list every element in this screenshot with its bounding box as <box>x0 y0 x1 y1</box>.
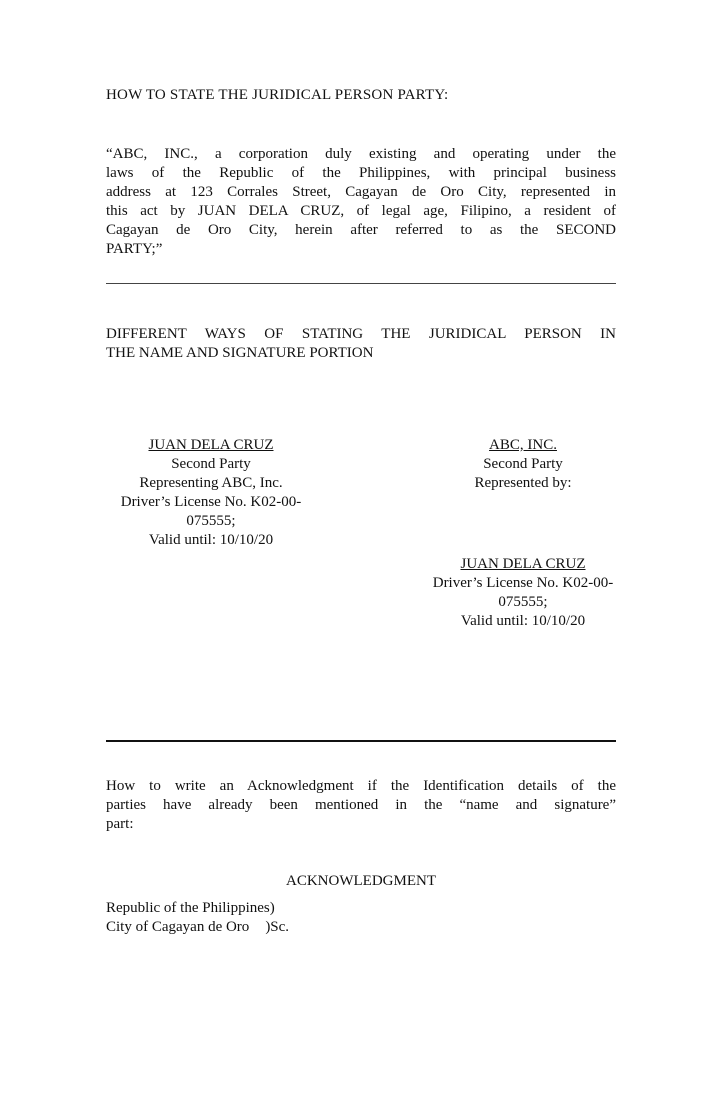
signature-line: 075555; <box>498 594 548 610</box>
signature-block-individual <box>96 436 326 550</box>
signature-line: Second Party <box>171 456 251 472</box>
acknowledgment-instructions-paragraph <box>106 777 616 834</box>
heading-line: THE NAME AND SIGNATURE PORTION <box>106 345 374 361</box>
paragraph-line: this act by JUAN DELA CRUZ, of legal age, Filipino, a resident of <box>106 203 616 219</box>
signature-block-corporation <box>408 436 638 493</box>
paragraph-line: laws of the Republic of the Philippines, with principal business <box>106 165 616 181</box>
signature-line: Valid until: 10/10/20 <box>460 613 586 629</box>
paragraph-line: address at 123 Corrales Street, Cagayan de Oro City, represented in <box>106 184 616 200</box>
party-description-paragraph <box>106 145 616 259</box>
signature-line: Valid until: 10/10/20 <box>148 532 274 548</box>
signature-line: Second Party <box>483 456 563 472</box>
heading-line: DIFFERENT WAYS OF STATING THE JURIDICAL PERSON IN <box>106 326 616 342</box>
signature-line: Driver’s License No. K02-00- <box>120 494 302 510</box>
signature-line: Driver’s License No. K02-00- <box>432 575 614 591</box>
acknowledgment-title: ACKNOWLEDGMENT <box>286 873 436 889</box>
corporation-name: ABC, INC. <box>489 437 557 453</box>
paragraph-line: parties have already been mentioned in the “name and signature” <box>106 797 616 813</box>
signature-line: 075555; <box>186 513 236 529</box>
paragraph-line: Cagayan de Oro City, herein after referred to as the SECOND <box>106 222 616 238</box>
paragraph-line: How to write an Acknowledgment if the Identification details of the <box>106 778 616 794</box>
signature-line: Representing ABC, Inc. <box>139 475 283 491</box>
signature-block-representative <box>408 555 638 631</box>
venue-city: City of Cagayan de Oro <box>106 919 250 935</box>
signatory-name: JUAN DELA CRUZ <box>148 437 274 453</box>
paragraph-line: part: <box>106 816 134 832</box>
signature-line: Represented by: <box>474 475 572 491</box>
representative-name: JUAN DELA CRUZ <box>460 556 586 572</box>
venue-block <box>106 899 616 937</box>
section-divider-thick <box>106 740 616 742</box>
section-divider <box>106 283 616 284</box>
venue-country: Republic of the Philippines) <box>106 900 275 916</box>
section-heading-name-signature-portion <box>106 325 616 363</box>
paragraph-line: “ABC, INC., a corporation duly existing and operating under the <box>106 146 616 162</box>
venue-sc: )Sc. <box>265 919 290 935</box>
paragraph-line: PARTY;” <box>106 241 163 257</box>
section-heading-juridical-person-party: HOW TO STATE THE JURIDICAL PERSON PARTY: <box>106 87 449 103</box>
venue-city-row <box>106 918 616 937</box>
